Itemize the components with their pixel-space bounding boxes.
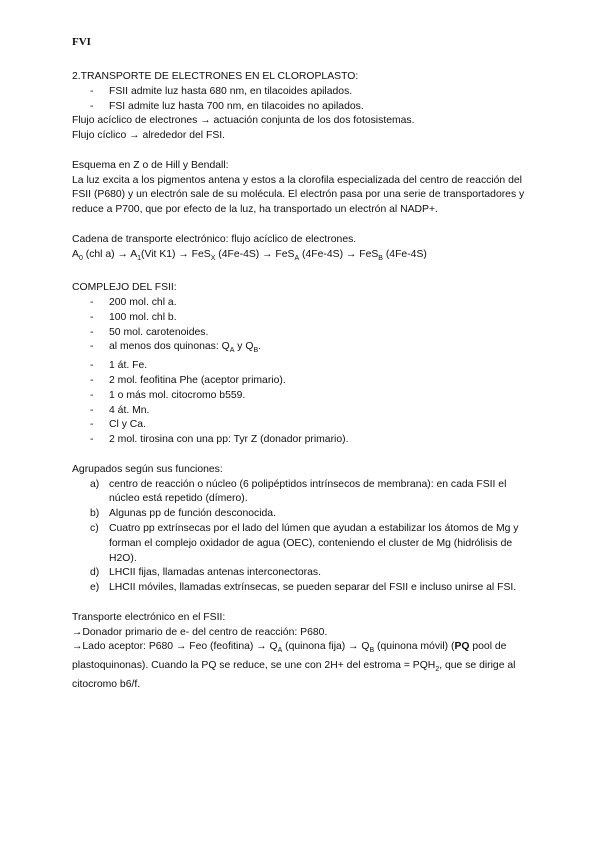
chain-line: $A_0$ (chl $a) \to A_1(Vit$ K1) → FeS$_X$ (4Fe-4S) → FeS$_A$ (4Fe-4S) → FeS$_B$ (4Fe-4S): [72, 248, 427, 262]
list-item: d) LHCII fijas, llamadas antenas interconectoras.: [90, 567, 321, 579]
list-item: c) Cuatro pp extrínsecas por el lado del lúmen que ayudan a estabilizar los átomos de Mg y forman el complejo oxidador de agua (OEC), conteniendo el cluster de Mg (hidrólisis de H2O).: [90, 523, 519, 564]
list-item: - 2 mol. feofitina Phe (aceptor primario).: [72, 374, 532, 389]
transport-title: Transporte electrónico en el FSII:: [72, 611, 226, 623]
acceptor-line: →Lado aceptor: P680 → Feo (feofitina) → $Q_A$ (quinona fija) → $Q_B$ (quinona móvil) (PQ pool de plastoquinonas). Cuando la PQ se reduce, se une con 2H+ del estroma = $PQH_2$, que se dirige al citocromo b6/f.: [72, 641, 516, 691]
flow-acyclic: Flujo acíclico de electrones → actuación conjunta de los dos fotosistemas.: [72, 115, 415, 127]
donor-line: →Donador primario de e- del centro de reacción: P680.: [72, 626, 328, 638]
chain-title: Cadena de transporte electrónico: flujo acíclico de electrones.: [72, 233, 357, 245]
list-item: - 1 át. Fe.: [72, 359, 532, 374]
section-title: 2.TRANSPORTE DE ELECTRONES EN EL CLOROPLASTO:: [72, 71, 359, 82]
complex-title: COMPLEJO DEL FSII:: [72, 282, 177, 294]
grouped-title: Agrupados según sus funciones:: [72, 463, 223, 475]
list-item: - 200 mol. chl a.: [72, 296, 532, 311]
list-item: - 100 mol. chl b.: [72, 311, 532, 326]
zscheme-text: La luz excita a los pigmentos antena y estos a la clorofila especializada del centro de reacción del FSII (P680) y un electrón sale de su molécula. El electrón pasa por una serie de transportadores y reduce a P700, que por efecto de la luz, ha transportado un electrón al NADP+.: [72, 174, 525, 216]
list-item: - 50 mol. carotenoides.: [72, 326, 532, 341]
list-item: - 1 o más mol. citocromo b559.: [72, 389, 532, 404]
document-body: [72, 70, 532, 693]
list-item: - FSII admite luz hasta 680 nm, en tilacoides apilados.: [72, 85, 532, 100]
list-item: b) Algunas pp de función desconocida.: [90, 508, 276, 520]
list-item: - Cl y Ca.: [72, 418, 532, 433]
list-item: - 2 mol. tirosina con una pp: Tyr Z (donador primario).: [72, 433, 532, 448]
zscheme-title: Esquema en Z o de Hill y Bendall:: [72, 159, 229, 171]
flow-cyclic: Flujo cíclico → alrededor del FSI.: [72, 130, 226, 142]
list-item: a) centro de reacción o núcleo (6 polipéptidos intrínsecos de membrana): en cada FSII el núcleo está repetido (dímero).: [90, 478, 507, 505]
grouped-list: [72, 478, 532, 596]
list-item: e) LHCII móviles, llamadas extrínsecas, se pueden separar del FSII e incluso unirse al FSI.: [90, 582, 517, 594]
page-header: FVI: [72, 36, 91, 48]
list-item: - al menos dos quinonas: $Q_A$ y $Q_B$.: [72, 340, 532, 359]
fs-list: [72, 85, 532, 115]
list-item: - 4 át. Mn.: [72, 404, 532, 419]
list-item: - FSI admite luz hasta 700 nm, en tilacoides no apilados.: [72, 100, 532, 115]
complex-list: [72, 296, 532, 448]
